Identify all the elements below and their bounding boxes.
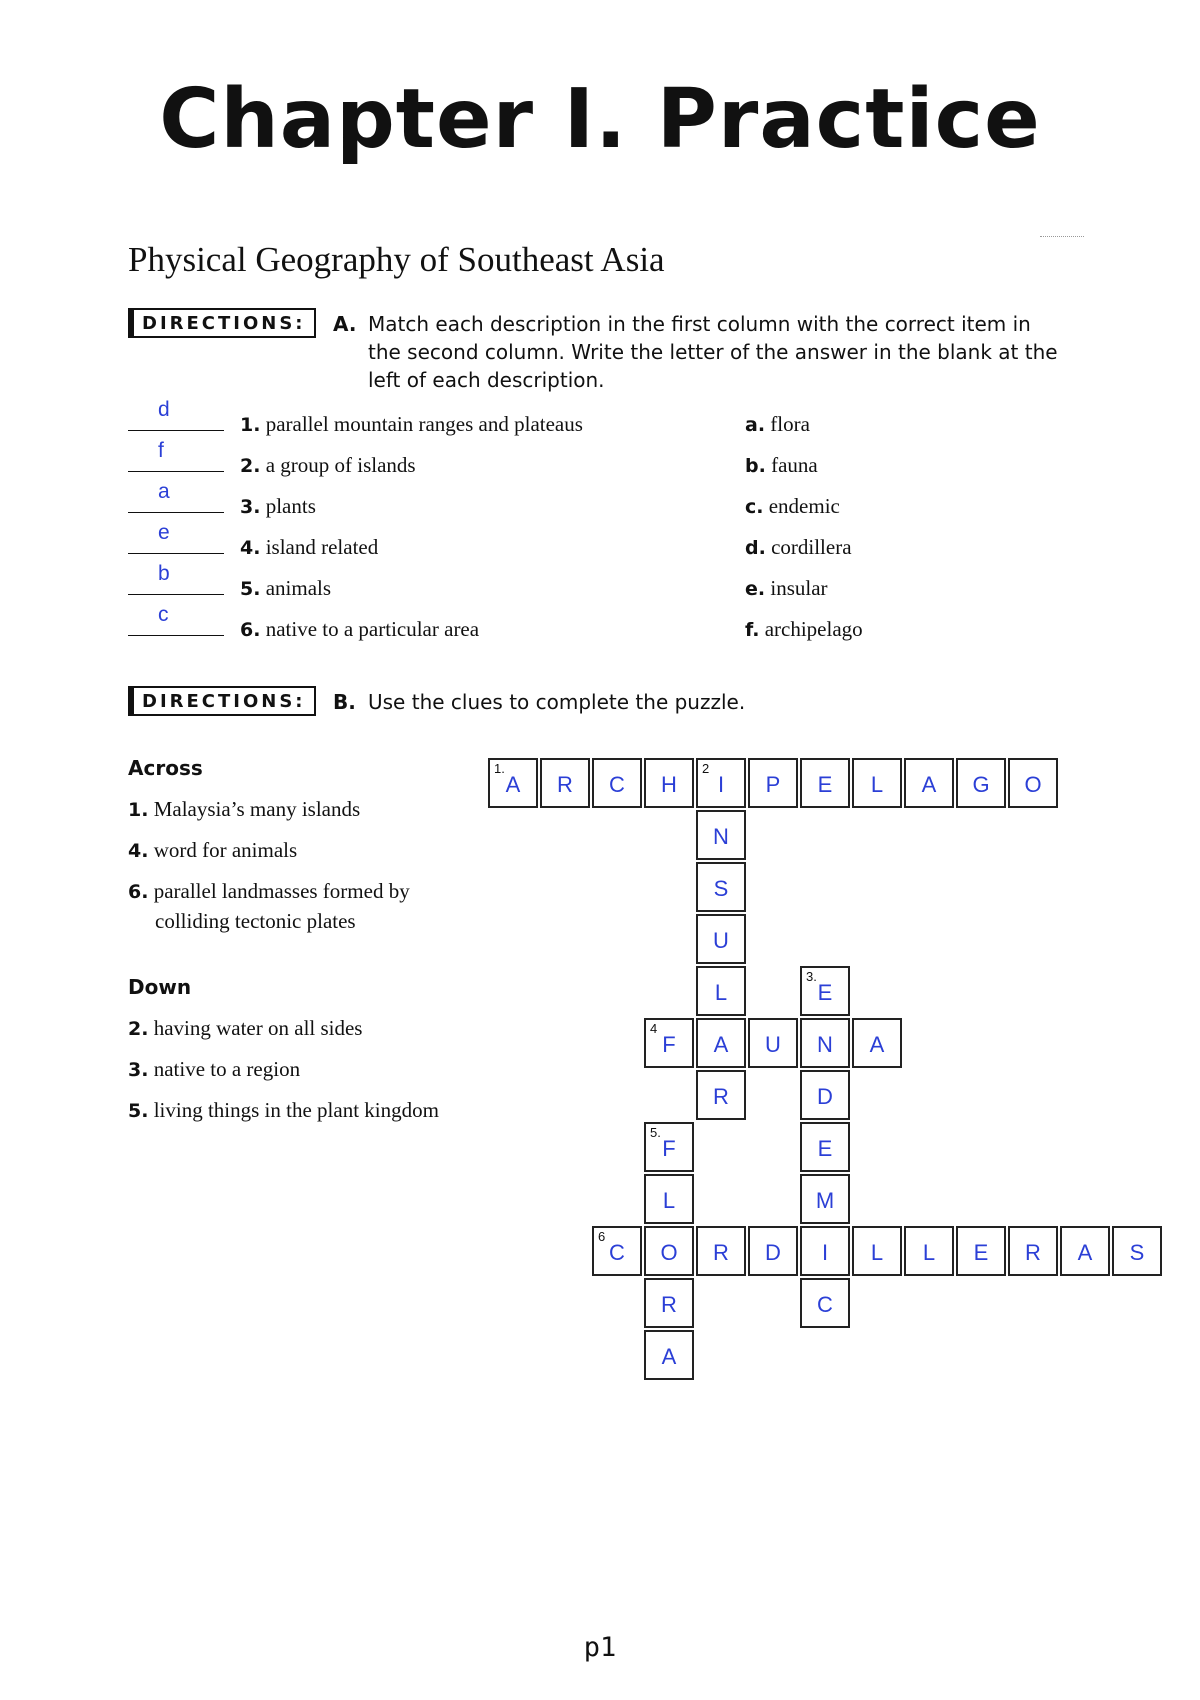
item-number: 3. (240, 496, 261, 518)
option-letter: b. (745, 455, 766, 477)
cell-letter: O (660, 1240, 678, 1265)
cell-letter: U (765, 1032, 781, 1057)
cell-letter: A (1077, 1240, 1093, 1265)
option-letter: e. (745, 578, 766, 600)
answer-blank[interactable] (128, 439, 224, 472)
item-description: a group of islands (265, 453, 416, 477)
crossword-cell[interactable] (852, 1018, 902, 1068)
cell-letter: P (765, 772, 781, 797)
item-number: 4. (240, 537, 261, 559)
item-description: native to a particular area (265, 617, 480, 641)
answer-letter: e (158, 521, 170, 544)
cell-letter: A (869, 1032, 885, 1057)
clue-number: 2 (702, 761, 710, 776)
directions-a-line: the second column. Write the letter of the answer in the blank at the (368, 340, 1058, 364)
cell-letter: F (662, 1136, 676, 1161)
cell-letter: L (870, 772, 884, 797)
clue-number: 3. (806, 969, 817, 984)
cell-letter: L (870, 1240, 884, 1265)
matching-row (128, 603, 928, 647)
matching-row (128, 398, 928, 442)
cell-letter: C (609, 1240, 625, 1265)
item-number: 1. (240, 414, 261, 436)
crossword-cell[interactable] (852, 1226, 902, 1276)
crossword-cell[interactable] (748, 758, 798, 808)
answer-blank[interactable] (128, 562, 224, 595)
cell-letter: N (713, 824, 729, 849)
clue-across-6: 6. parallel landmasses formed by colliding tectonic plates (128, 879, 410, 933)
cell-letter: O (1024, 772, 1042, 797)
answer-letter: d (158, 398, 170, 421)
answer-blank[interactable] (128, 521, 224, 554)
crossword-cell[interactable] (644, 758, 694, 808)
cell-letter: R (713, 1240, 729, 1265)
crossword-cell[interactable] (800, 1174, 850, 1224)
clue-down-5: 5. living things in the plant kingdom (128, 1098, 439, 1122)
crossword-cell[interactable] (800, 758, 850, 808)
cell-letter: R (557, 772, 573, 797)
crossword-cell[interactable] (800, 1122, 850, 1172)
cell-letter: E (973, 1240, 989, 1265)
option-text: archipelago (764, 617, 863, 641)
option-letter: a. (745, 414, 766, 436)
crossword-cell[interactable] (644, 1018, 694, 1068)
directions-label-b: DIRECTIONS: (128, 686, 316, 716)
cell-letter: A (505, 772, 521, 797)
cell-letter: D (765, 1240, 781, 1265)
directions-b-body: Use the clues to complete the puzzle. (368, 690, 746, 714)
clue-number: 1. (494, 761, 505, 776)
page-title: Chapter I. Practice (159, 72, 1041, 167)
down-heading: Down (128, 975, 192, 999)
cell-letter: A (921, 772, 937, 797)
crossword-cell[interactable] (644, 1174, 694, 1224)
cell-letter: N (817, 1032, 833, 1057)
option-text: fauna (771, 453, 818, 477)
option-letter: f. (745, 619, 760, 641)
answer-letter: f (158, 439, 164, 462)
crossword-cell[interactable] (696, 914, 746, 964)
matching-row (128, 521, 928, 565)
crossword-cell[interactable] (1008, 758, 1058, 808)
option-letter: c. (745, 496, 764, 518)
cell-letter: R (713, 1084, 729, 1109)
faint-mark (1040, 236, 1084, 237)
matching-row (128, 562, 928, 606)
item-number: 6. (240, 619, 261, 641)
option-text: insular (770, 576, 828, 600)
directions-label-a: DIRECTIONS: (128, 308, 316, 338)
cell-letter: I (821, 1240, 829, 1265)
cell-letter: L (922, 1240, 936, 1265)
directions-a-text (333, 310, 1058, 392)
crossword-cell[interactable] (696, 862, 746, 912)
cell-letter: A (661, 1344, 677, 1369)
cell-letter: S (713, 876, 729, 901)
crossword-cell[interactable] (748, 1226, 798, 1276)
answer-blank[interactable] (128, 398, 224, 431)
answer-blank[interactable] (128, 480, 224, 513)
directions-a-line: Match each description in the first column with the correct item in (368, 312, 1031, 336)
clue-across-4: 4. word for animals (128, 838, 298, 862)
item-description: plants (265, 494, 316, 518)
cell-letter: M (815, 1188, 835, 1213)
crossword-cell[interactable] (696, 1070, 746, 1120)
answer-letter: a (158, 480, 170, 503)
cell-letter: E (817, 772, 833, 797)
item-number: 5. (240, 578, 261, 600)
crossword-cell[interactable] (800, 1018, 850, 1068)
directions-a-line: left of each description. (368, 368, 605, 392)
clue-across-1: 1. Malaysia’s many islands (128, 797, 361, 821)
clue-number: 6 (598, 1229, 606, 1244)
option-text: flora (770, 412, 810, 436)
across-heading: Across (128, 756, 203, 780)
cell-letter: H (661, 772, 677, 797)
answer-blank[interactable] (128, 603, 224, 636)
crossword-cell[interactable] (644, 1122, 694, 1172)
answer-letter: c (158, 603, 169, 626)
cell-letter: I (717, 772, 725, 797)
cell-letter: S (1129, 1240, 1145, 1265)
crossword-cell[interactable] (904, 758, 954, 808)
crossword-cell[interactable] (488, 758, 538, 808)
clue-down-2: 2. having water on all sides (128, 1016, 363, 1040)
crossword-cell[interactable] (1060, 1226, 1110, 1276)
crossword-cell[interactable] (800, 1226, 850, 1276)
crossword-cell[interactable] (800, 1278, 850, 1328)
item-description: animals (265, 576, 332, 600)
cell-letter: F (662, 1032, 676, 1057)
crossword-cell[interactable] (904, 1226, 954, 1276)
cell-letter: L (714, 980, 728, 1005)
option-text: endemic (768, 494, 840, 518)
directions-b-text (333, 688, 746, 716)
crossword-cell[interactable] (696, 758, 746, 808)
crossword-cell[interactable] (696, 966, 746, 1016)
crossword-cell[interactable] (592, 1226, 642, 1276)
matching-row (128, 480, 928, 524)
crossword-cell[interactable] (852, 758, 902, 808)
cell-letter: C (609, 772, 625, 797)
cell-letter: E (817, 1136, 833, 1161)
cell-letter: L (662, 1188, 676, 1213)
crossword-cell[interactable] (800, 1070, 850, 1120)
crossword-cell[interactable] (644, 1278, 694, 1328)
crossword-cell[interactable] (696, 1226, 746, 1276)
item-description: island related (265, 535, 379, 559)
clue-down-3: 3. native to a region (128, 1057, 301, 1081)
crossword-cell[interactable] (956, 1226, 1006, 1276)
clue-number: 5. (650, 1125, 661, 1140)
cell-letter: E (817, 980, 833, 1005)
directions-a-letter: A. (333, 312, 357, 336)
crossword-cell[interactable] (644, 1226, 694, 1276)
page-number: p1 (583, 1632, 617, 1663)
item-number: 2. (240, 455, 261, 477)
option-letter: d. (745, 537, 766, 559)
cell-letter: A (713, 1032, 729, 1057)
matching-row (128, 439, 928, 483)
crossword-cell[interactable] (696, 810, 746, 860)
cell-letter: R (661, 1292, 677, 1317)
cell-letter: D (817, 1084, 833, 1109)
option-text: cordillera (771, 535, 852, 559)
crossword-cell[interactable] (748, 1018, 798, 1068)
answer-letter: b (158, 562, 170, 585)
item-description: parallel mountain ranges and plateaus (265, 412, 583, 436)
crossword-cell[interactable] (956, 758, 1006, 808)
clue-number: 4 (650, 1021, 658, 1036)
cell-letter: C (817, 1292, 833, 1317)
cell-letter: R (1025, 1240, 1041, 1265)
directions-b-letter: B. (333, 690, 356, 714)
section-subtitle: Physical Geography of Southeast Asia (128, 240, 665, 279)
crossword-cell[interactable] (540, 758, 590, 808)
crossword-cell[interactable] (592, 758, 642, 808)
crossword-cell[interactable] (1112, 1226, 1162, 1276)
cell-letter: U (713, 928, 729, 953)
crossword-cell[interactable] (696, 1018, 746, 1068)
crossword-cell[interactable] (1008, 1226, 1058, 1276)
cell-letter: G (972, 772, 990, 797)
crossword-cell[interactable] (644, 1330, 694, 1380)
crossword-cell[interactable] (800, 966, 850, 1016)
